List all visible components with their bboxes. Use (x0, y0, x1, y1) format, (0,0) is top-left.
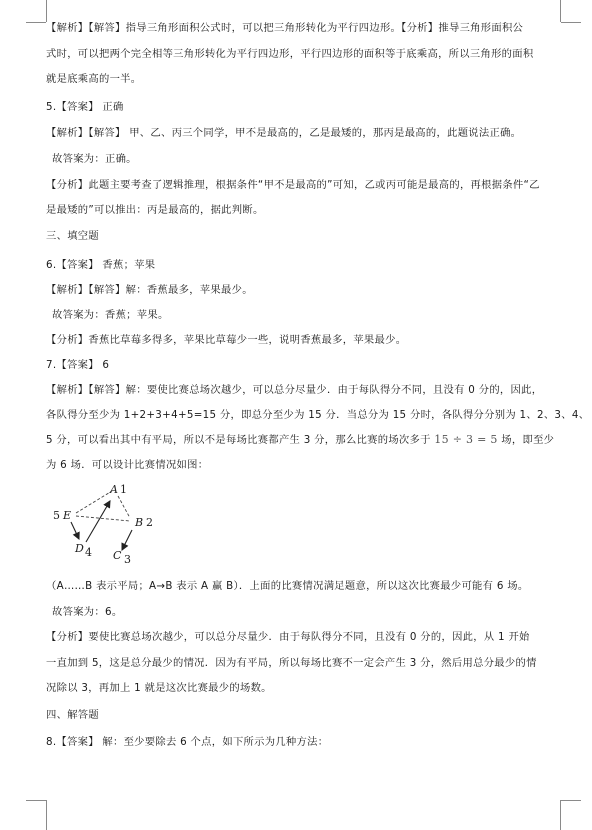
crop-mark-top-left-h (26, 22, 46, 23)
crop-mark-top-left-v (46, 0, 47, 22)
crop-mark-bottom-right-v (560, 800, 561, 830)
q7-explanation-line-1: 【解析】【解答】解：要使比赛总场次越少，可以总分尽量少．由于每队得分不同，且没有 0 分的，因此， (46, 384, 543, 396)
edge-e-d-arrow (71, 522, 79, 539)
q5-conclusion: 故答案为：正确。 (52, 153, 137, 165)
q5-explanation: 【解析】【解答】 甲、乙、丙三个同学，甲不是最高的，乙是最矮的，那丙是最高的，此题说法正确。 (46, 127, 522, 139)
q4-analysis-line-3: 就是底乘高的一半。 (46, 73, 142, 85)
node-c-number: 3 (124, 553, 131, 566)
node-e-number: 5 (53, 509, 60, 522)
q6-analysis: 【分析】香蕉比草莓多得多，苹果比草莓少一些，说明香蕉最多，苹果最少。 (46, 334, 407, 346)
node-e-letter: E (63, 509, 72, 522)
q7-explanation-line-3 (46, 433, 556, 447)
node-d-letter: D (75, 542, 84, 555)
q5-answer: 5.【答案】 正确 (46, 101, 124, 113)
q4-analysis-line-2: 式时，可以把两个完全相等三角形转化为平行四边形，平行四边形的面积等于底乘高，所以三角形的面积 (46, 48, 534, 60)
crop-mark-bottom-left-v (46, 800, 47, 830)
q5-analysis-line-1: 【分析】此题主要考查了逻辑推理，根据条件“甲不是最高的”可知，乙或丙可能是最高的，再根据条件“乙 (46, 179, 540, 191)
q7-explanation-line-3-text: 5 分，可以看出其中有平局，所以不是每场比赛都产生 3 分，那么比赛的场次多于 (46, 434, 431, 446)
node-c-letter: C (113, 549, 122, 562)
q6-explanation: 【解析】【解答】解：香蕉最多，苹果最少。 (46, 284, 253, 296)
q4-analysis-line-1: 【解析】【解答】指导三角形面积公式时，可以把三角形转化为平行四边形。【分析】推导三角形面积公 (46, 22, 524, 34)
q7-analysis-line-3: 况除以 3，再加上 1 就是这次比赛最少的场数。 (46, 682, 272, 694)
q6-conclusion: 故答案为：香蕉；苹果。 (52, 309, 169, 321)
node-a-letter: A (110, 483, 118, 496)
q7-answer: 7.【答案】 6 (46, 359, 110, 371)
edge-e-b-dashed (76, 516, 130, 521)
crop-mark-top-right-v (560, 0, 561, 22)
node-a-number: 1 (120, 483, 127, 496)
q8-answer: 8.【答案】 解：至少要除去 6 个点，如下所示为几种方法： (46, 736, 329, 748)
inline-division-formula: 15 ÷ 3 = 5 (434, 433, 498, 446)
q5-analysis-line-2: 是最矮的”可以推出：丙是最高的，据此判断。 (46, 204, 264, 216)
edge-d-a-arrow (86, 501, 110, 542)
crop-mark-bottom-right-h (561, 800, 581, 801)
q7-analysis-line-2: 一直加到 5，这是总分最少的情况．因为有平局，所以每场比赛不一定会产生 3 分，然后用总分最少的情 (46, 657, 537, 669)
edge-b-c-arrow (122, 530, 132, 550)
match-diagram (46, 482, 186, 572)
section-heading-solve: 四、解答题 (46, 709, 99, 721)
q7-analysis-line-1: 【分析】要使比赛总场次越少，可以总分尽量少．由于每队得分不同，且没有 0 分的，因此，从 1 开始 (46, 631, 530, 643)
q7-conclusion: 故答案为：6。 (52, 606, 123, 618)
crop-mark-bottom-left-h (26, 800, 46, 801)
q6-answer: 6.【答案】 香蕉；苹果 (46, 259, 156, 271)
q7-diagram-caption: （A……B 表示平局；A→B 表示 A 赢 B）．上面的比赛情况满足题意，所以这次比赛最少可能有 6 场。 (46, 580, 529, 592)
q7-explanation-line-2: 各队得分至少为 1+2+3+4+5=15 分，即总分至少为 15 分．当总分为 15 分时，各队得分分别为 1、2、3、4、 (46, 409, 590, 421)
edge-e-a-dashed (76, 491, 112, 513)
section-heading-fill-in: 三、填空题 (46, 230, 99, 242)
node-b-number: 2 (146, 516, 153, 529)
crop-mark-top-right-h (561, 22, 581, 23)
q7-explanation-line-3-tail: 场，即至少 (501, 434, 555, 446)
edge-a-b-dashed (118, 496, 130, 518)
q7-explanation-line-4: 为 6 场．可以设计比赛情况如图： (46, 459, 209, 471)
node-d-number: 4 (85, 546, 92, 559)
node-b-letter: B (135, 516, 144, 529)
